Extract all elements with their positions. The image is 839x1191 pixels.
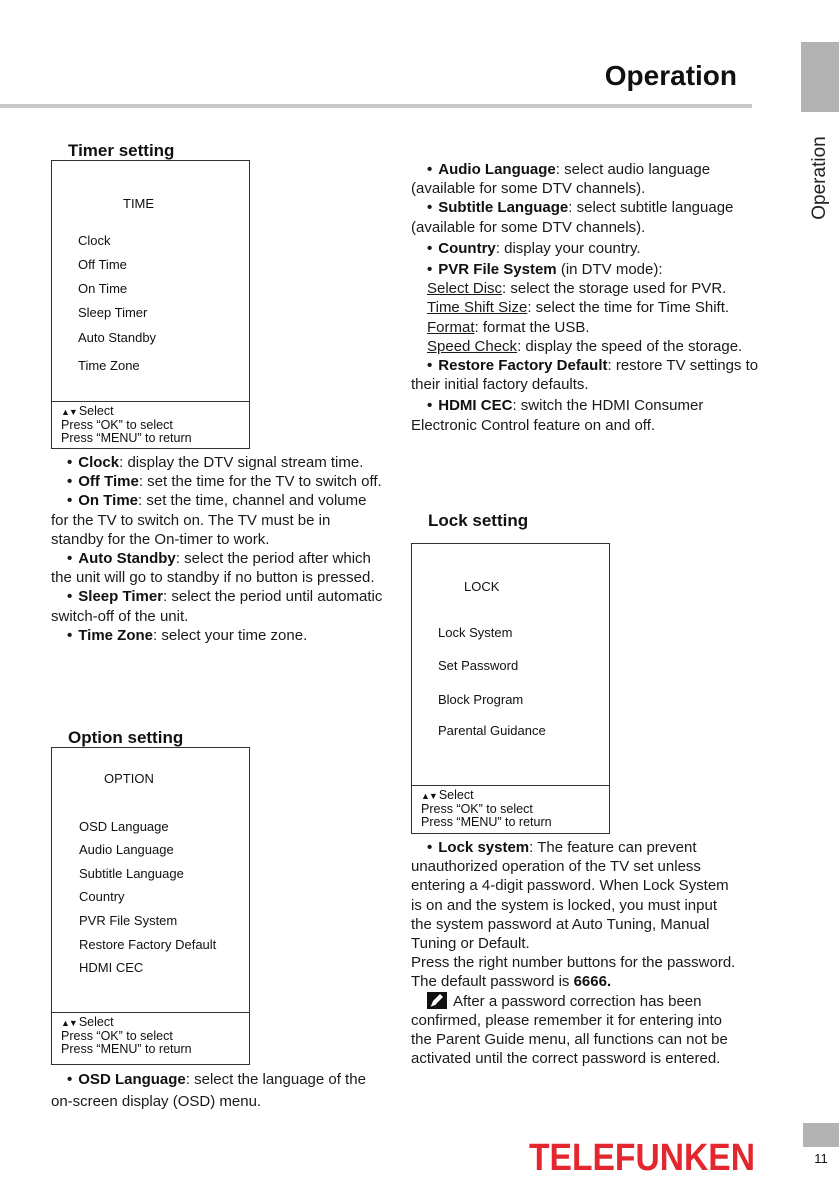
time-menu-item: Sleep Timer bbox=[78, 305, 148, 320]
footer-menu-text: Press “MENU” to return bbox=[61, 1042, 192, 1056]
option-menu-item: PVR File System bbox=[79, 913, 178, 928]
telefunken-logo bbox=[527, 1135, 757, 1179]
note-paragraph: After a password correction has been confirmed, please remember it for entering into the Parent Guide menu, all functions can not be activated until the correct password is entered. bbox=[411, 992, 728, 1068]
footer-ok-text: Press “OK” to select bbox=[61, 418, 173, 432]
option-menu-item: Subtitle Language bbox=[79, 866, 184, 881]
footer-ok-text: Press “OK” to select bbox=[61, 1029, 173, 1043]
option-menu-item: Restore Factory Default bbox=[79, 937, 217, 952]
footer-select-text: Select bbox=[78, 1015, 114, 1029]
option-menu-item: Country bbox=[79, 889, 125, 904]
desc-hdmi-cec: • HDMI CEC: switch the HDMI Consumer Electronic Control feature on and off. bbox=[411, 397, 704, 434]
desc-time-shift-size: Time Shift Size: select the time for Time Shift. bbox=[427, 299, 730, 317]
desc-sleep-timer: • Sleep Timer: select the period until automatic switch-off of the unit. bbox=[51, 588, 383, 625]
option-menu-caption: OPTION bbox=[104, 771, 154, 786]
desc-osd-language: • OSD Language: select the language of the on-screen display (OSD) menu. bbox=[51, 1071, 366, 1110]
note-pen-icon bbox=[427, 992, 447, 1009]
timer-descriptions bbox=[51, 453, 386, 645]
desc-password: Press the right number buttons for the password. The default password is 6666. bbox=[411, 954, 736, 991]
desc-lock-system: • Lock system: The feature can prevent unauthorized operation of the TV set unless entering a 4-digit password. When Lock System is on and the system is locked, you must input the system password at Auto Tuning, Manual Tuning or Default. bbox=[411, 839, 729, 953]
desc-country: • Country: display your country. bbox=[427, 239, 641, 257]
footer-select-text: Select bbox=[438, 788, 474, 802]
desc-off-time: • Off Time: set the time for the TV to switch off. bbox=[67, 473, 382, 491]
lock-menu-caption: LOCK bbox=[464, 579, 500, 594]
desc-speed-check: Speed Check: display the speed of the storage. bbox=[427, 337, 743, 355]
option-menu-box bbox=[51, 747, 250, 1065]
option-descriptions bbox=[411, 160, 771, 435]
footer-menu-text: Press “MENU” to return bbox=[61, 431, 192, 445]
lock-menu-item: Parental Guidance bbox=[438, 723, 546, 738]
option-menu-item: OSD Language bbox=[79, 819, 169, 834]
side-label-text: Operation bbox=[809, 135, 830, 220]
time-menu-item: Off Time bbox=[78, 257, 127, 272]
default-password: 6666 bbox=[573, 973, 607, 991]
time-menu-box bbox=[51, 160, 250, 449]
timer-section-title: Timer setting bbox=[68, 141, 175, 160]
side-label bbox=[801, 130, 839, 225]
desc-restore-factory-default: • Restore Factory Default: restore TV settings to their initial factory defaults. bbox=[411, 357, 759, 394]
page-number-tab bbox=[803, 1123, 839, 1147]
up-down-arrows-icon: ▲▼ bbox=[61, 407, 77, 417]
footer-select-text: Select bbox=[78, 404, 114, 418]
side-tab bbox=[801, 42, 839, 112]
desc-time-zone: • Time Zone: select your time zone. bbox=[67, 626, 308, 644]
lock-descriptions bbox=[411, 838, 741, 1068]
desc-format: Format: format the USB. bbox=[427, 318, 590, 336]
lock-menu-item: Set Password bbox=[438, 658, 519, 673]
lock-menu-item: Lock System bbox=[438, 625, 513, 640]
option-menu-item: Audio Language bbox=[79, 842, 174, 857]
desc-subtitle-language: • Subtitle Language: select subtitle language (available for some DTV channels). bbox=[411, 199, 734, 236]
desc-clock: • Clock: display the DTV signal stream time. bbox=[67, 454, 364, 471]
option-menu-footer bbox=[52, 1012, 249, 1064]
footer-ok-text: Press “OK” to select bbox=[421, 802, 533, 816]
time-menu-item: Auto Standby bbox=[78, 330, 157, 345]
time-menu-footer bbox=[52, 401, 249, 448]
time-menu-caption: TIME bbox=[123, 196, 155, 211]
desc-auto-standby: • Auto Standby: select the period after which the unit will go to standby if no button is pressed. bbox=[51, 550, 375, 587]
desc-select-disc: Select Disc: select the storage used for PVR. bbox=[427, 280, 727, 298]
up-down-arrows-icon: ▲▼ bbox=[61, 1018, 77, 1028]
lock-menu-item: Block Program bbox=[438, 692, 524, 707]
page-title: Operation bbox=[604, 60, 737, 91]
time-menu-item: Time Zone bbox=[78, 358, 140, 373]
lock-menu-box bbox=[411, 543, 610, 834]
desc-pvr-file-system: • PVR File System (in DTV mode): bbox=[427, 261, 663, 279]
lock-menu-footer bbox=[412, 785, 609, 833]
desc-on-time: • On Time: set the time, channel and volume for the TV to switch on. The TV must be in standby for the On-timer to work. bbox=[51, 492, 367, 548]
desc-audio-language: • Audio Language: select audio language (available for some DTV channels). bbox=[411, 161, 711, 198]
option-menu-item: HDMI CEC bbox=[79, 960, 144, 975]
brand-text: TELEFUNKEN bbox=[529, 1137, 755, 1179]
up-down-arrows-icon: ▲▼ bbox=[421, 791, 437, 801]
footer-menu-text: Press “MENU” to return bbox=[421, 815, 552, 829]
time-menu-item: On Time bbox=[78, 281, 128, 296]
lock-section-title: Lock setting bbox=[428, 511, 529, 530]
header-rule bbox=[0, 104, 752, 108]
option-section-title: Option setting bbox=[68, 728, 184, 747]
page-number: 11 bbox=[814, 1151, 828, 1166]
time-menu-item: Clock bbox=[78, 233, 111, 248]
